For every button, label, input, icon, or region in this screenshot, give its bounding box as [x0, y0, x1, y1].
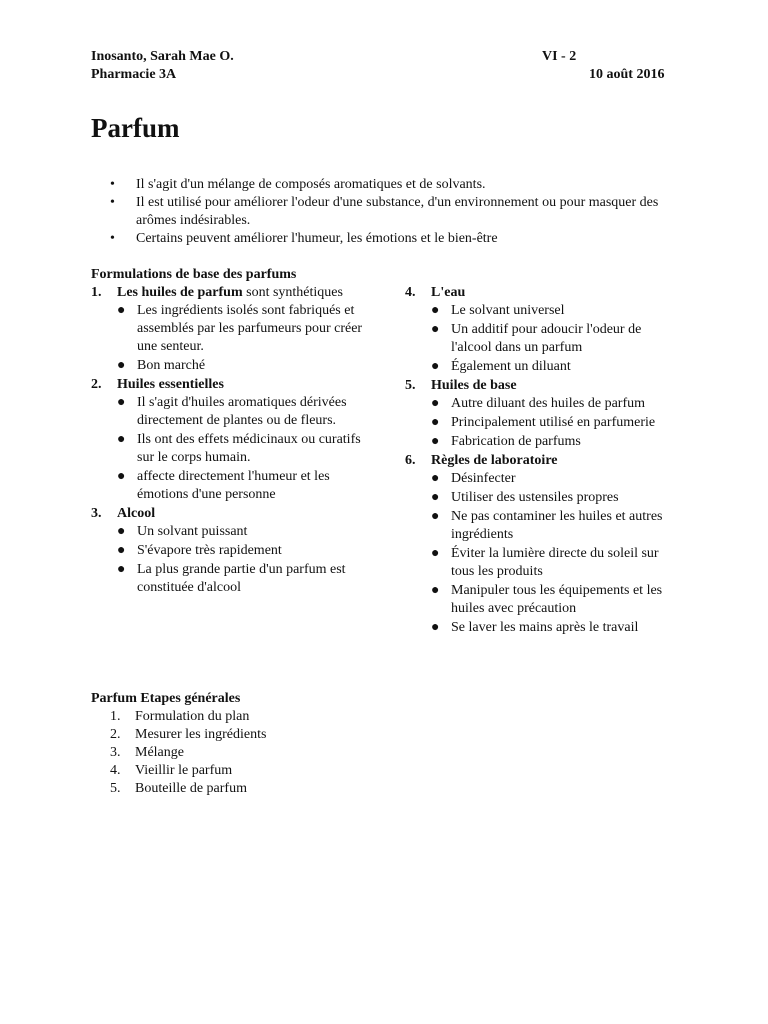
formulation-item: 2. Huiles essentielles ● Il s'agit d'huiles aromatiques dérivées directement de plantes ou de fleurs. ● Ils ont des effets médicinaux ou curatifs sur le corps humain. ● affecte directement l'humeur et les émotions d'une personne: [91, 376, 381, 504]
formulation-title: L'eau: [431, 285, 466, 300]
formulations-heading: Formulations de base des parfums: [91, 267, 297, 282]
list-item: ● affecte directement l'humeur et les émotions d'une personne: [117, 469, 330, 502]
intro-bullet: • Il est utilisé pour améliorer l'odeur d'une substance, d'un environnement ou pour masquer des arômes indésirables.: [110, 195, 659, 228]
formulation-title: Huiles de base: [431, 378, 517, 393]
step-item: 4. Vieillir le parfum: [110, 763, 233, 778]
intro-bullet: • Il s'agit d'un mélange de composés aromatiques et de solvants.: [110, 177, 486, 192]
list-item: ● Autre diluant des huiles de parfum: [431, 396, 646, 411]
formulation-title: Règles de laboratoire: [431, 453, 558, 468]
bullet-icon: •: [110, 195, 115, 210]
bullet-icon: ●: [117, 543, 126, 558]
list-item: ● Les ingrédients isolés sont fabriqués et assemblés par les parfumeurs pour créer une senteur.: [117, 303, 363, 354]
author-name: Inosanto, Sarah Mae O.: [91, 49, 234, 64]
steps-heading: Parfum Etapes générales: [91, 691, 241, 706]
bullet-icon: ●: [117, 469, 126, 484]
list-item: ● Manipuler tous les équipements et les huiles avec précaution: [431, 583, 663, 616]
step-item: 1. Formulation du plan: [110, 709, 250, 724]
formulation-item: 4. L'eau ● Le solvant universel ● Un additif pour adoucir l'odeur de l'alcool dans un parfum ● Également un diluant: [405, 284, 685, 376]
page-title: Parfum: [91, 113, 180, 143]
step-item: 2. Mesurer les ingrédients: [110, 727, 267, 742]
formulations-left-column: [91, 284, 381, 598]
list-item: ● S'évapore très rapidement: [117, 543, 282, 558]
formulation-item: 3. Alcool ● Un solvant puissant ● S'évapore très rapidement ● La plus grande partie d'un parfum est constituée d'alcool: [91, 505, 381, 597]
formulation-title: Les huiles de parfum: [117, 285, 243, 300]
formulation-item: 1. Les huiles de parfum sont synthétiques ● Les ingrédients isolés sont fabriqués et assemblés par les parfumeurs pour créer une senteur. ● Bon marché: [91, 284, 381, 375]
formulations-right-column: [405, 284, 685, 638]
bullet-icon: •: [110, 231, 115, 246]
bullet-icon: ●: [431, 583, 440, 598]
list-item: ● La plus grande partie d'un parfum est constituée d'alcool: [117, 562, 346, 595]
bullet-icon: •: [110, 177, 115, 192]
bullet-icon: ●: [431, 509, 440, 524]
list-item: ● Utiliser des ustensiles propres: [431, 490, 619, 505]
bullet-icon: ●: [431, 490, 440, 505]
list-item: ● Se laver les mains après le travail: [431, 620, 639, 635]
bullet-icon: ●: [117, 432, 126, 447]
intro-bullet-list: [110, 176, 680, 248]
list-item: ● Le solvant universel: [431, 303, 565, 318]
bullet-icon: ●: [117, 524, 126, 539]
intro-bullet: • Certains peuvent améliorer l'humeur, les émotions et le bien-être: [110, 231, 498, 246]
section-code: VI - 2: [542, 49, 577, 64]
document-date: 10 août 2016: [589, 67, 665, 82]
formulation-item: 6. Règles de laboratoire ● Désinfecter ● Utiliser des ustensiles propres ● Ne pas contaminer les huiles et autres ingrédients ● Éviter la lumière directe du soleil sur tous les produits ● Manipuler tous les équipements et les huiles avec précaution ● Se laver les mains après le travail: [405, 452, 685, 637]
bullet-icon: ●: [431, 546, 440, 561]
list-item: ● Désinfecter: [431, 471, 516, 486]
list-item: ● Ils ont des effets médicinaux ou curatifs sur le corps humain.: [117, 432, 361, 465]
bullet-icon: ●: [117, 303, 126, 318]
formulation-item: 5. Huiles de base ● Autre diluant des huiles de parfum ● Principalement utilisé en parfumerie ● Fabrication de parfums: [405, 377, 685, 451]
steps-list: [110, 708, 266, 798]
bullet-icon: ●: [431, 322, 440, 337]
formulation-title: Alcool: [117, 506, 156, 521]
list-item: ● Principalement utilisé en parfumerie: [431, 415, 656, 430]
list-item: ● Un solvant puissant: [117, 524, 248, 539]
bullet-icon: ●: [117, 395, 126, 410]
list-item: ● Il s'agit d'huiles aromatiques dérivées directement de plantes ou de fleurs.: [117, 395, 347, 428]
list-item: ● Éviter la lumière directe du soleil sur tous les produits: [431, 546, 659, 579]
bullet-icon: ●: [431, 415, 440, 430]
bullet-icon: ●: [431, 359, 440, 374]
bullet-icon: ●: [117, 358, 126, 373]
list-item: ● Un additif pour adoucir l'odeur de l'alcool dans un parfum: [431, 322, 642, 355]
list-item: ● Également un diluant: [431, 359, 571, 374]
bullet-icon: ●: [431, 396, 440, 411]
step-item: 5. Bouteille de parfum: [110, 781, 247, 796]
list-item: ● Bon marché: [117, 358, 206, 373]
bullet-icon: ●: [431, 434, 440, 449]
step-item: 3. Mélange: [110, 745, 184, 760]
list-item: ● Ne pas contaminer les huiles et autres ingrédients: [431, 509, 663, 542]
bullet-icon: ●: [431, 620, 440, 635]
formulation-title: Huiles essentielles: [117, 377, 224, 392]
bullet-icon: ●: [431, 471, 440, 486]
bullet-icon: ●: [117, 562, 126, 577]
bullet-icon: ●: [431, 303, 440, 318]
list-item: ● Fabrication de parfums: [431, 434, 581, 449]
program-label: Pharmacie 3A: [91, 67, 177, 82]
